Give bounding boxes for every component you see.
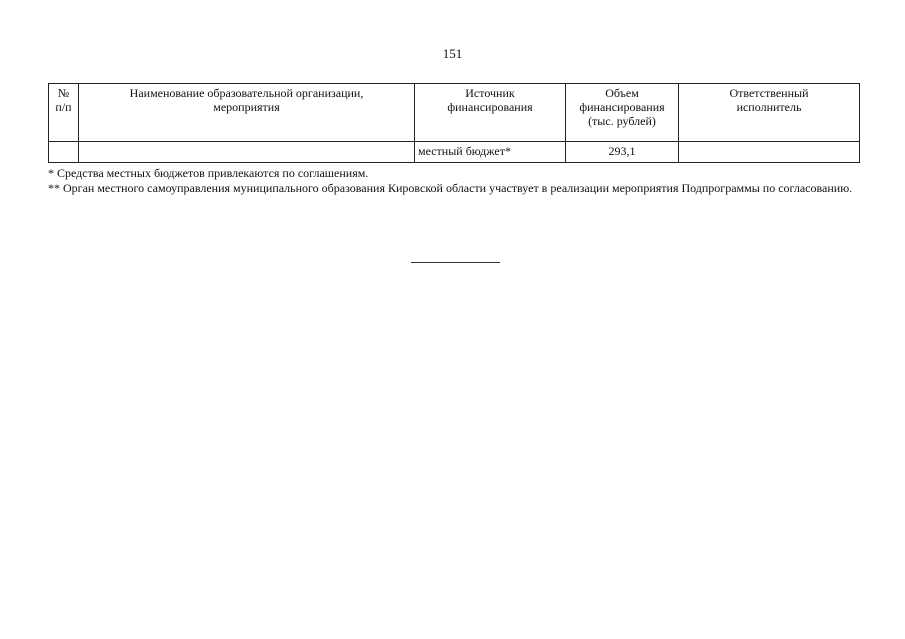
footnote-local-government: ** Орган местного самоуправления муниципального образования Кировской области участвует в реализации мероприятия Подпрограммы по согласованию.: [48, 181, 853, 195]
header-responsible-executor: Ответственный исполнитель: [679, 84, 860, 142]
footnotes: [48, 166, 859, 196]
cell-organization-name: [79, 142, 415, 163]
page-number: 151: [442, 46, 463, 61]
header-number: № п/п: [49, 84, 79, 142]
cell-number: [49, 142, 79, 163]
table-header-row: [49, 84, 860, 142]
table-row: [49, 142, 860, 163]
cell-funding-volume: 293,1: [566, 142, 679, 163]
cell-funding-source: местный бюджет*: [415, 142, 566, 163]
end-rule: [411, 262, 500, 263]
header-funding-source: Источник финансирования: [415, 84, 566, 142]
funding-table: [48, 83, 860, 163]
header-funding-volume: Объем финансирования (тыс. рублей): [566, 84, 679, 142]
footnote-local-budgets: * Средства местных бюджетов привлекаются по соглашениям.: [48, 166, 369, 180]
header-organization-name: Наименование образовательной организации, мероприятия: [79, 84, 415, 142]
cell-responsible-executor: [679, 142, 860, 163]
